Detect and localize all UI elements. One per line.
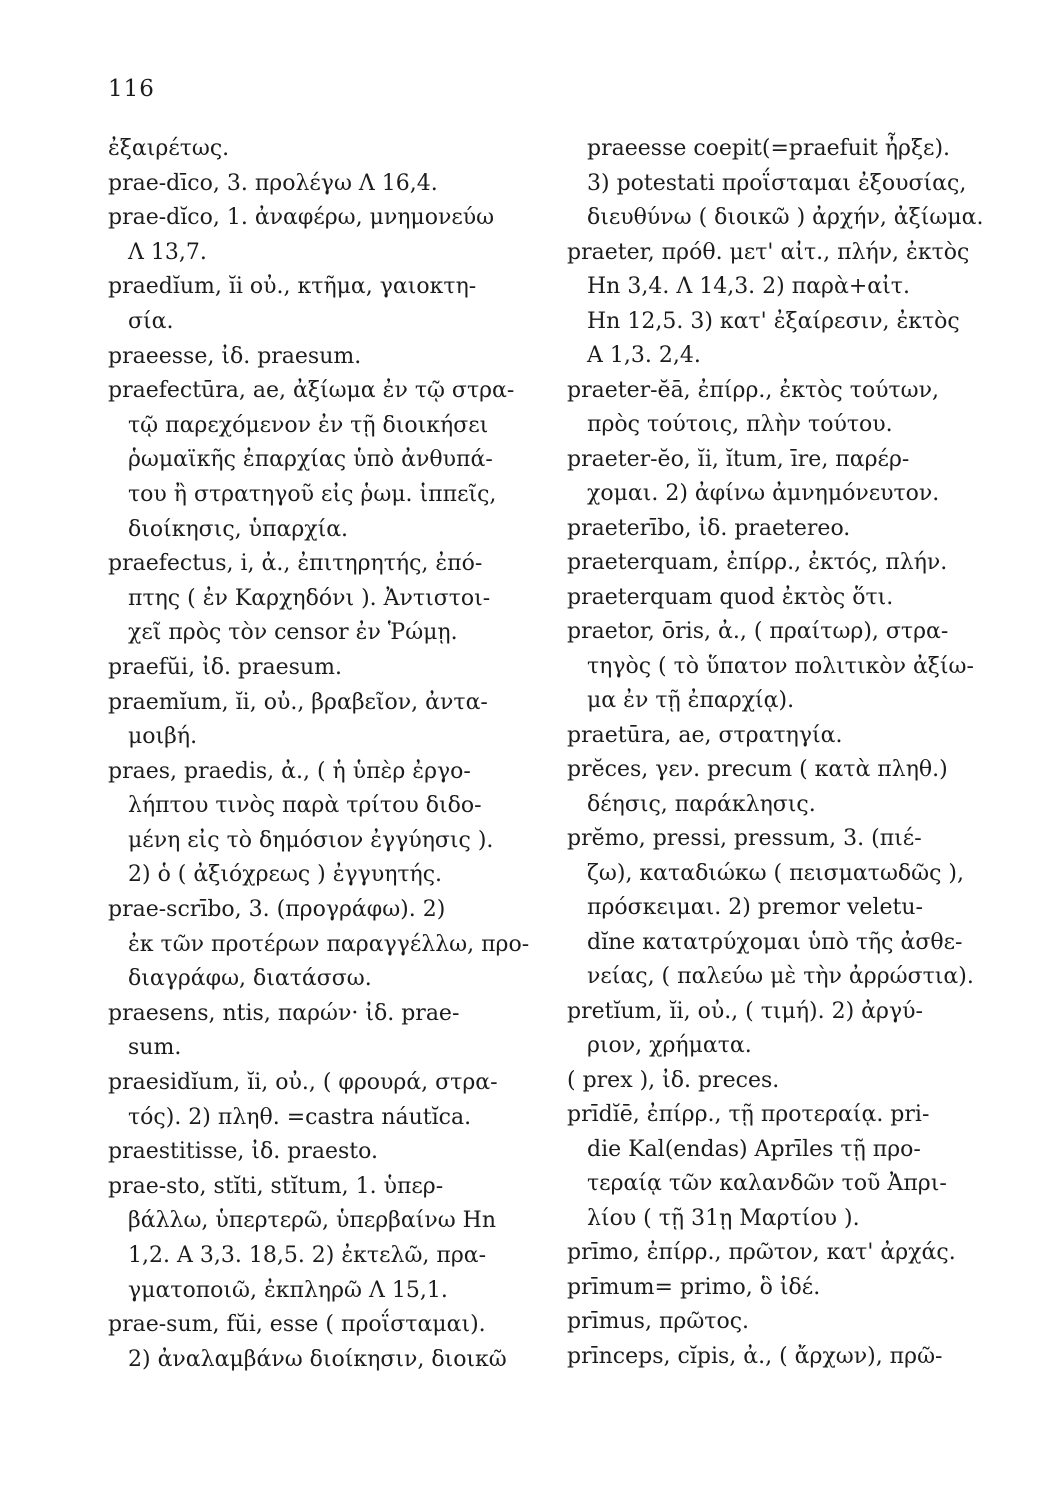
entry-continuation-line: τεραίᾳ τῶν καλανδῶν τοῦ Ἀπρι- — [587, 1171, 947, 1196]
entry-continuation-line: Α 1,3. 2,4. — [587, 343, 701, 368]
entry-line: prīmus, πρῶτος. — [567, 1309, 750, 1334]
entry-line: praetor, ōris, ἀ., ( πραίτωρ), στρα- — [567, 619, 949, 644]
entry-continuation-line: ριον, χρήματα. — [587, 1033, 752, 1058]
entry-line: prīdĭē, ἐπίρρ., τῇ προτεραίᾳ. pri- — [567, 1102, 930, 1127]
entry-continuation-line: πρόσκειμαι. 2) premor veletu- — [587, 895, 923, 920]
entry-line: praefŭi, ἰδ. praesum. — [108, 654, 342, 680]
entry-continuation-line: die Kal(endas) Aprīles τῇ προ- — [587, 1136, 921, 1162]
entry-line: praemĭum, ĭi, οὐ., βραβεῖον, ἀντα- — [108, 689, 488, 715]
entry-line: prĕmo, pressi, pressum, 3. (πιέ- — [567, 826, 922, 851]
entry-line: ( prex ), ἰδ. preces. — [567, 1067, 780, 1093]
entry-continuation-line: του ἢ στρατηγοῦ εἰς ῥωμ. ἱππεῖς, — [128, 481, 497, 507]
entry-continuation-line: ζω), καταδιώκω ( πεισματωδῶς ), — [587, 860, 964, 886]
entry-continuation-line: μοιβή. — [128, 724, 198, 750]
page-number: 116 — [108, 76, 155, 102]
entry-continuation-line: μα ἐν τῇ ἐπαρχίᾳ). — [587, 688, 795, 713]
entry-continuation-line: διοίκησις, ὑπαρχία. — [128, 516, 349, 542]
right-column — [567, 132, 997, 1374]
entry-continuation-line: Hn 3,4. Λ 14,3. 2) παρὰ+αἰτ. — [587, 274, 910, 299]
entry-line: praeterquam quod ἐκτὸς ὅτι. — [567, 584, 894, 610]
entry-line: prae-dĭco, 1. ἀναφέρω, μνημονεύω — [108, 205, 495, 231]
entry-continuation-line: χομαι. 2) ἀφίνω ἀμνημόνευτον. — [587, 481, 940, 506]
entry-line: praesidĭum, ĭi, οὐ., ( φρουρά, στρα- — [108, 1070, 498, 1096]
entry-continuation-line: χεῖ πρὸς τὸν censor ἐν Ῥώμῃ. — [128, 620, 458, 646]
entry-line: prĕces, γεν. precum ( κατὰ πληθ.) — [567, 757, 948, 782]
entry-line: prae-scrībo, 3. (προγράφω). 2) — [108, 897, 446, 923]
entry-continuation-line: λήπτου τινὸς παρὰ τρίτου διδο- — [128, 793, 482, 819]
entry-line: prīnceps, cĭpis, ἀ., ( ἄρχων), πρῶ- — [567, 1343, 943, 1369]
entry-continuation-line: διαγράφω, διατάσσω. — [128, 966, 372, 992]
entry-continuation-line: dĭne κατατρύχομαι ὑπὸ τῆς ἀσθε- — [587, 929, 963, 955]
entry-line: praestitisse, ἰδ. praesto. — [108, 1139, 378, 1165]
entry-continuation-line: πρὸς τούτοις, πλὴν τούτου. — [587, 412, 893, 437]
entry-line: praefectus, i, ἀ., ἐπιτηρητής, ἐπό- — [108, 551, 483, 577]
entry-continuation-line: λίου ( τῇ 31ῃ Μαρτίου ). — [587, 1205, 860, 1231]
entry-continuation-line: Hn 12,5. 3) κατ' ἐξαίρεσιν, ἐκτὸς — [587, 308, 960, 334]
entry-continuation-line: πτης ( ἐν Καρχηδόνι ). Ἀντιστοι- — [128, 585, 491, 611]
entry-continuation-line: ἐκ τῶν προτέρων παραγγέλλω, προ- — [128, 931, 530, 957]
entry-line: praesens, ntis, παρών· ἰδ. prae- — [108, 1000, 460, 1026]
entry-continuation-line: δέησις, παράκλησις. — [587, 791, 816, 817]
entry-continuation-line: 2) ἀναλαμβάνω διοίκησιν, διοικῶ — [128, 1346, 507, 1372]
entry-line: praeterquam, ἐπίρρ., ἐκτός, πλήν. — [567, 550, 948, 575]
entry-line: praeterībo, ἰδ. praetereo. — [567, 515, 851, 541]
entry-line: prīmo, ἐπίρρ., πρῶτον, κατ' ἀρχάς. — [567, 1240, 956, 1265]
entry-line: prīmum= primo, ὃ ἰδέ. — [567, 1274, 821, 1300]
entry-continuation-line: Λ 13,7. — [128, 239, 207, 265]
entry-line: praeter, πρόθ. μετ' αἰτ., πλήν, ἐκτὸς — [567, 239, 970, 265]
entry-line: pretĭum, ĭi, οὐ., ( τιμή). 2) ἀργύ- — [567, 998, 923, 1024]
entry-continuation-line: τῷ παρεχόμενον ἐν τῇ διοικήσει — [128, 412, 489, 438]
entry-continuation-line: γματοποιῶ, ἐκπληρῶ Λ 15,1. — [128, 1277, 448, 1303]
entry-continuation-line: τηγὸς ( τὸ ὕπατον πολιτικὸν ἀξίω- — [587, 653, 974, 679]
entry-line: prae-sum, fŭi, esse ( προΐσταμαι). — [108, 1312, 486, 1338]
entry-continuation-line: βάλλω, ὑπερτερῶ, ὑπερβαίνω Ηn — [128, 1208, 497, 1234]
entry-line: praeesse, ἰδ. praesum. — [108, 343, 362, 369]
entry-continuation-line: 1,2. Α 3,3. 18,5. 2) ἐκτελῶ, πρα- — [128, 1243, 487, 1268]
entry-continuation-line: νείας, ( παλεύω μὲ τὴν ἀρρώστια). — [587, 964, 974, 989]
entry-line: praedĭum, ĭi οὐ., κτῆμα, γαιοκτη- — [108, 274, 477, 300]
entry-line: praetūra, ae, στρατηγία. — [567, 722, 843, 748]
entry-continuation-line: 3) potestati προΐσταμαι ἐξουσίας, — [587, 170, 967, 196]
entry-line: prae-sto, stĭti, stĭtum, 1. ὑπερ- — [108, 1173, 444, 1199]
entry-line: praeter-ĕo, ĭi, ĭtum, īre, παρέρ- — [567, 446, 910, 472]
entry-continuation-line: sum. — [128, 1035, 182, 1061]
entry-line: praefectūra, ae, ἀξίωμα ἐν τῷ στρα- — [108, 378, 515, 404]
left-column — [108, 132, 546, 1377]
entry-continuation-line: 2) ὁ ( ἀξιόχρεως ) ἐγγυητής. — [128, 862, 443, 888]
entry-continuation-line: διευθύνω ( διοικῶ ) ἀρχήν, ἀξίωμα. — [587, 205, 984, 230]
entry-continuation-line: σία. — [128, 308, 174, 334]
entry-line: prae-dīco, 3. προλέγω Λ 16,4. — [108, 170, 438, 196]
entry-continuation-line: μένη εἰς τὸ δημόσιον ἐγγύησις ). — [128, 827, 494, 853]
entry-continuation-line: ῥωμαϊκῆς ἐπαρχίας ὑπὸ ἀνθυπά- — [128, 447, 493, 473]
entry-line: praeter-ĕā, ἐπίρρ., ἐκτὸς τούτων, — [567, 377, 939, 403]
entry-line: praes, praedis, ἀ., ( ἡ ὑπὲρ ἐργο- — [108, 758, 471, 784]
entry-line: ἐξαιρέτως. — [108, 136, 230, 161]
entry-continuation-line: praeesse coepit(=praefuit ἦρξε). — [587, 136, 951, 161]
entry-continuation-line: τός). 2) πληθ. =castra náutĭca. — [128, 1104, 472, 1130]
